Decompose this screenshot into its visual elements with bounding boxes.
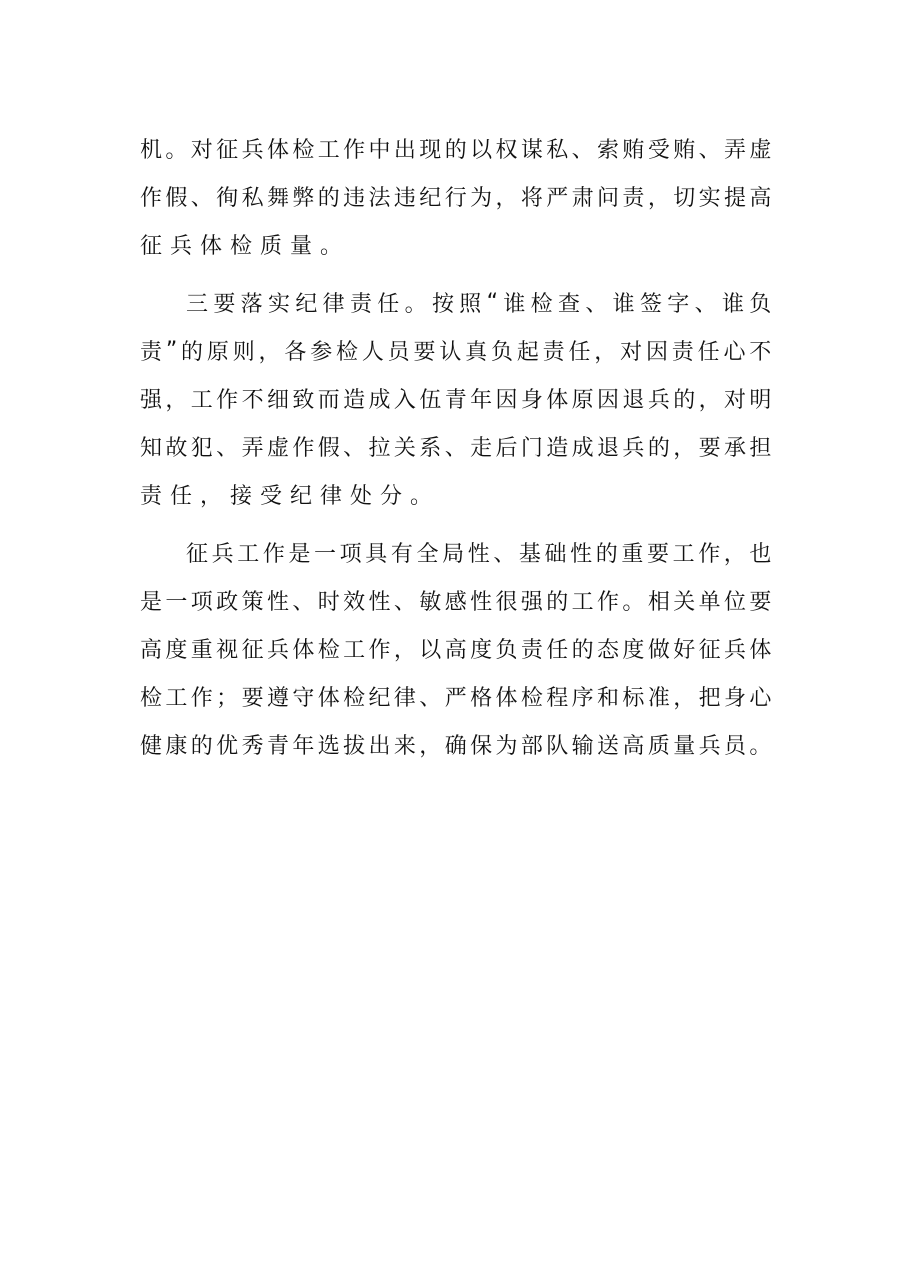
text-line: 高 度 重 视 征 兵 体 检 工 作 ， 以 高 度 负 责 任 的 态 度 做 好 征 兵 体 <box>140 637 772 663</box>
text-line: 三 要 落 实 纪 律 责 任 。 按 照 “ 谁 检 查 、 谁 签 字 、 谁 负 <box>186 289 772 317</box>
text-line: 征兵体检质量。 <box>140 233 351 259</box>
document-body <box>140 124 772 768</box>
text-line: 知 故 犯 、 弄 虚 作 假 、 拉 关 系 、 走 后 门 造 成 退 兵 的 ， 要 承 担 <box>140 435 772 461</box>
text-line: 征 兵 工 作 是 一 项 具 有 全 局 性 、 基 础 性 的 重 要 工 作 ， 也 <box>186 541 772 567</box>
text-line: 强 ， 工 作 不 细 致 而 造 成 入 伍 青 年 因 身 体 原 因 退 兵 的 ， 对 明 <box>140 387 772 413</box>
text-line: 机 。 对 征 兵 体 检 工 作 中 出 现 的 以 权 谋 私 、 索 贿 受 贿 、 弄 虚 <box>140 137 772 163</box>
text-line: 检 工 作 ； 要 遵 守 体 检 纪 律 、 严 格 体 检 程 序 和 标 准 ， 把 身 心 <box>140 685 772 711</box>
text-line: 健 康 的 优 秀 青 年 选 拔 出 来 ， 确 保 为 部 队 输 送 高 质 量 兵 员 。 <box>140 733 772 759</box>
text-line: 责 ” 的 原 则 ， 各 参 检 人 员 要 认 真 负 起 责 任 ， 对 因 责 任 心 不 <box>140 337 772 365</box>
text-line: 是 一 项 政 策 性 、 时 效 性 、 敏 感 性 很 强 的 工 作 。 相 关 单 位 要 <box>140 589 772 615</box>
text-line: 作 假 、 徇 私 舞 弊 的 违 法 违 纪 行 为 ， 将 严 肃 问 责 ， 切 实 提 高 <box>140 185 772 211</box>
text-line: 责任，接受纪律处分。 <box>140 483 441 509</box>
